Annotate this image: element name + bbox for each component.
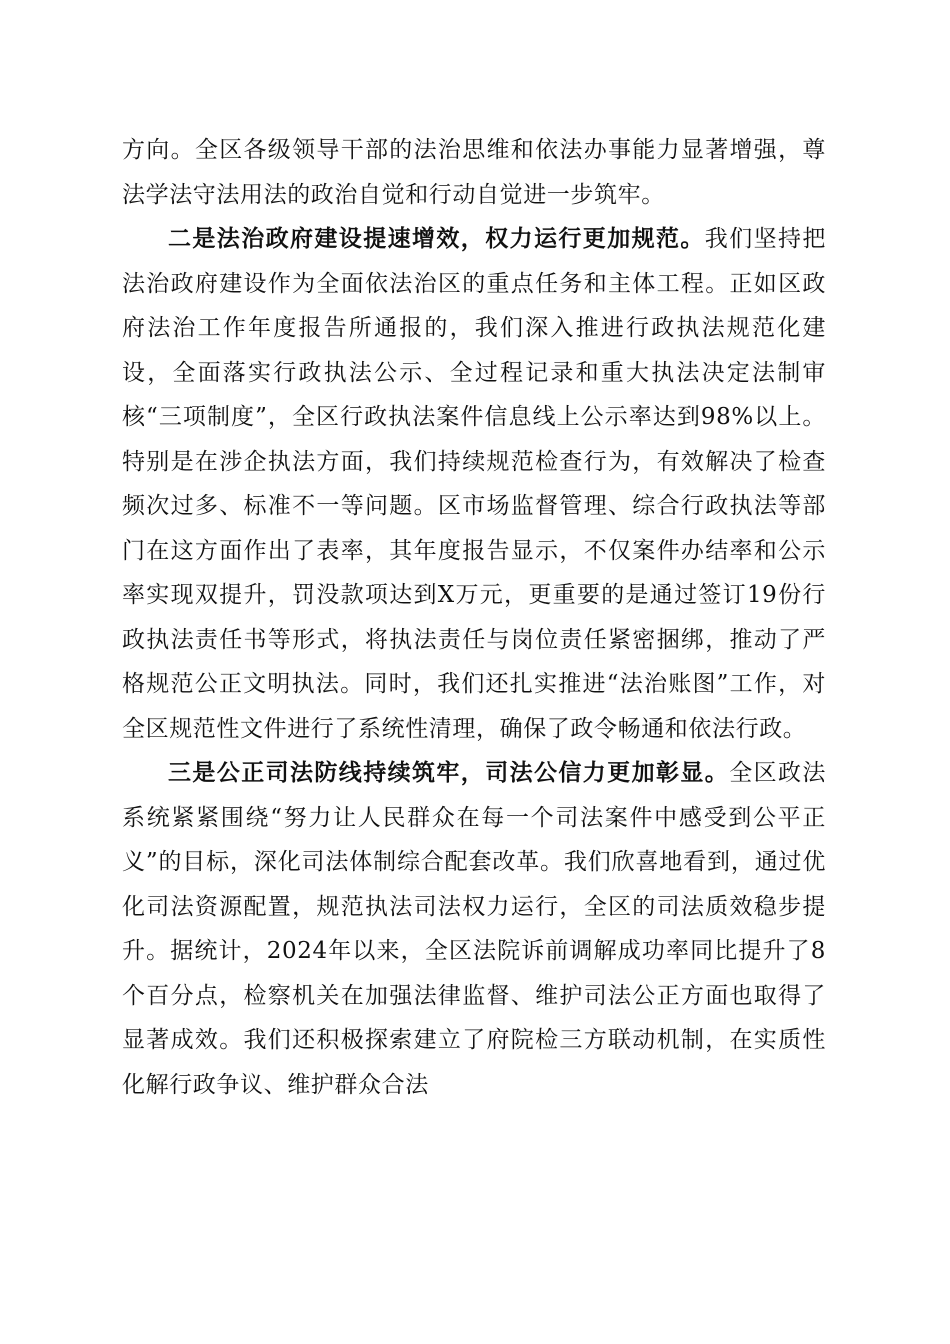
paragraph-judicial-justice [122, 751, 826, 1107]
paragraph-text: 我们坚持把法治政府建设作为全面依法治区的重点任务和主体工程。正如区政府法治工作年度报告所通报的，我们深入推进行政执法规范化建设，全面落实行政执法公示、全过程记录和重大执法决定法制审核“三项制度”，全区行政执法案件信息线上公示率达到98%以上。特别是在涉企执法方面，我们持续规范检查行为，有效解决了检查频次过多、标准不一等问题。区市场监督管理、综合行政执法等部门在这方面作出了表率，其年度报告显示，不仅案件办结率和公示率实现双提升，罚没款项达到X万元，更重要的是通过签订19份行政执法责任书等形式，将执法责任与岗位责任紧密捆绑，推动了严格规范公正文明执法。同时，我们还扎实推进“法治账图”工作，对全区规范性文件进行了系统性清理，确保了政令畅通和依法行政。 [122, 226, 826, 742]
paragraph-continuation [122, 128, 826, 217]
paragraph-text: 全区政法系统紧紧围绕“努力让人民群众在每一个司法案件中感受到公平正义”的目标，深化司法体制综合配套改革。我们欣喜地看到，通过优化司法资源配置，规范执法司法权力运行，全区的司法质效稳步提升。据统计，2024年以来，全区法院诉前调解成功率同比提升了8个百分点，检察机关在加强法律监督、维护司法公正方面也取得了显著成效。我们还积极探索建立了府院检三方联动机制，在实质性化解行政争议、维护群众合法 [122, 760, 826, 1098]
paragraph-text: 方向。全区各级领导干部的法治思维和依法办事能力显著增强，尊法学法守法用法的政治自觉和行动自觉进一步筑牢。 [122, 137, 826, 208]
paragraph-lead-heading: 三是公正司法防线持续筑牢，司法公信力更加彰显。 [168, 759, 730, 786]
document-body [122, 128, 826, 1107]
paragraph-law-based-government [122, 217, 826, 751]
paragraph-lead-heading: 二是法治政府建设提速增效，权力运行更加规范。 [168, 225, 705, 252]
